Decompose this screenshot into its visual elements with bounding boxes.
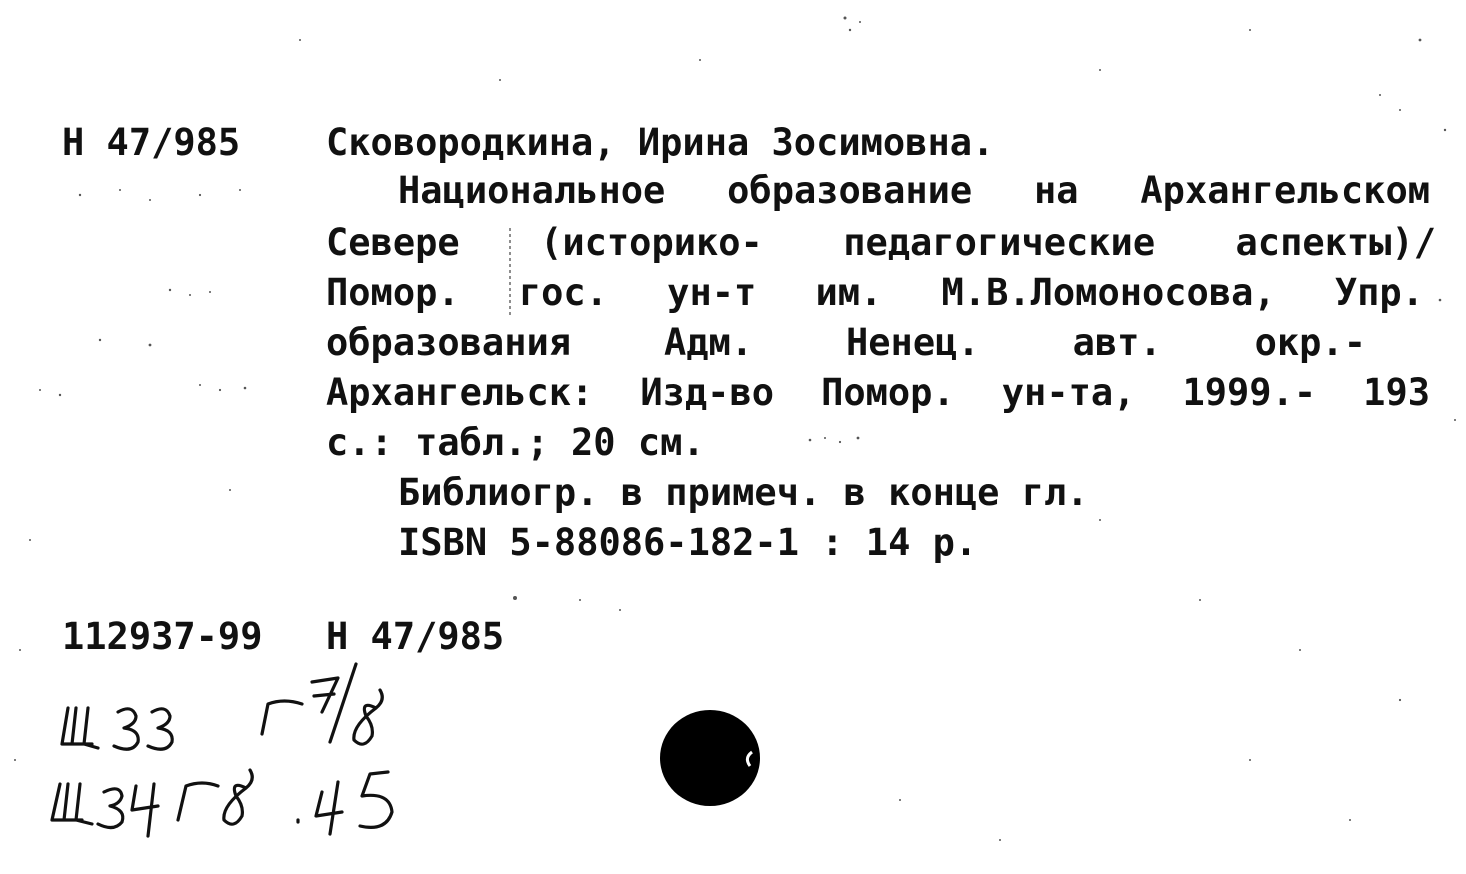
pages-line: с.: табл.; 20 см. xyxy=(326,421,705,464)
title-word: окр.- xyxy=(1254,321,1366,364)
title-word: Национальное xyxy=(398,169,666,212)
handwritten-notes xyxy=(40,660,480,860)
shelfmark-top: Н 47/985 xyxy=(62,121,241,164)
title-word: аспекты)/ xyxy=(1235,221,1436,264)
title-line-4 xyxy=(326,321,1366,364)
author-heading: Сковородкина, Ирина Зосимовна. xyxy=(326,121,995,164)
title-word: Упр. xyxy=(1334,271,1424,314)
title-word: Помор. xyxy=(821,371,955,414)
title-word: Севере xyxy=(326,221,460,264)
title-word: Изд-во xyxy=(640,371,775,414)
title-line-1 xyxy=(398,169,1430,212)
title-word: 193 xyxy=(1363,371,1430,414)
punch-hole xyxy=(658,708,766,808)
title-word: Помор. xyxy=(326,271,460,314)
shelfmark-bottom: Н 47/985 xyxy=(326,615,505,658)
title-word: Архангельск: xyxy=(326,371,594,414)
isbn-line: ISBN 5-88086-182-1 : 14 р. xyxy=(398,521,978,564)
title-word: на xyxy=(1034,169,1079,212)
title-word: педагогические xyxy=(843,221,1156,264)
title-word: ун-т xyxy=(667,271,757,314)
title-word: образования xyxy=(326,321,572,364)
title-word: ун-та, xyxy=(1001,371,1136,414)
title-line-2 xyxy=(326,221,1436,264)
title-word: Архангельском xyxy=(1140,169,1430,212)
inventory-number: 112937-99 xyxy=(62,615,263,658)
title-word: 1999.- xyxy=(1182,371,1317,414)
title-word: образование xyxy=(727,169,973,212)
title-word: гос. xyxy=(518,271,608,314)
title-line-5 xyxy=(326,371,1430,414)
title-word: Адм. xyxy=(663,321,754,364)
title-word: М.В.Ломоносова, xyxy=(941,271,1276,314)
title-word: (историко- xyxy=(540,221,763,264)
title-word: им. xyxy=(815,271,883,314)
title-word: Ненец. xyxy=(846,321,980,364)
title-word: авт. xyxy=(1072,321,1162,364)
bibliography-note: Библиогр. в примеч. в конце гл. xyxy=(398,471,1089,514)
title-line-3 xyxy=(326,271,1424,314)
